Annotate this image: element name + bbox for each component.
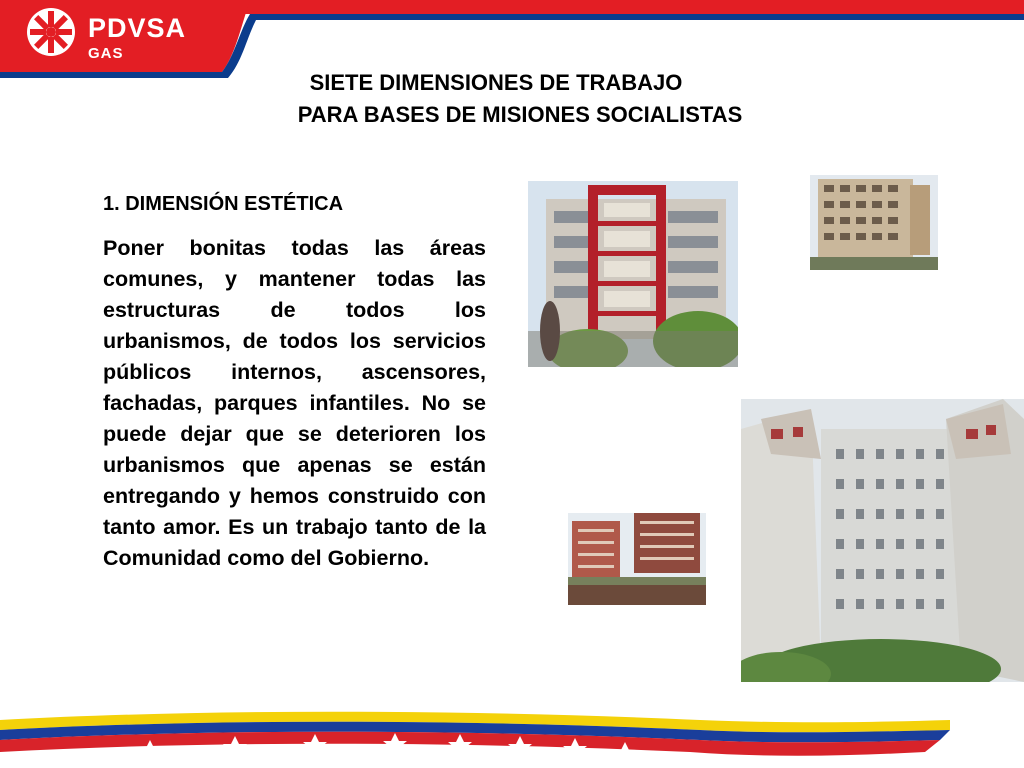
logo-brand-text: PDVSA — [88, 13, 187, 43]
header-band — [0, 0, 1024, 80]
photo-brick-towers — [568, 513, 706, 605]
photo-red-building — [528, 181, 738, 367]
pdvsa-logo — [26, 7, 186, 61]
page-title-line-2: PARA BASES DE MISIONES SOCIALISTAS — [297, 102, 743, 127]
page-title-line-1: SIETE DIMENSIONES DE TRABAJO — [309, 70, 683, 95]
pdvsa-sun-logo-icon — [26, 7, 76, 57]
photo-white-building — [741, 399, 1024, 682]
footer-flag-band — [0, 700, 1024, 768]
logo-sub-text: GAS — [88, 45, 124, 62]
section-body: Poner bonitas todas las áreas comunes, y mantener todas las estructuras de todos los urbanismos, de todos los servicios públicos internos, ascensores, fachadas, parques infantiles. No se puede dejar que se deterioren los urbanismos que apenas se están entregando y hemos construido con tanto amor. Es un trabajo tanto de la Comunidad como del Gobierno. — [103, 236, 486, 570]
section-heading: 1. DIMENSIÓN ESTÉTICA — [103, 193, 344, 215]
photo-apartment-block — [810, 175, 938, 270]
venezuela-flag-swoosh — [0, 700, 1024, 768]
